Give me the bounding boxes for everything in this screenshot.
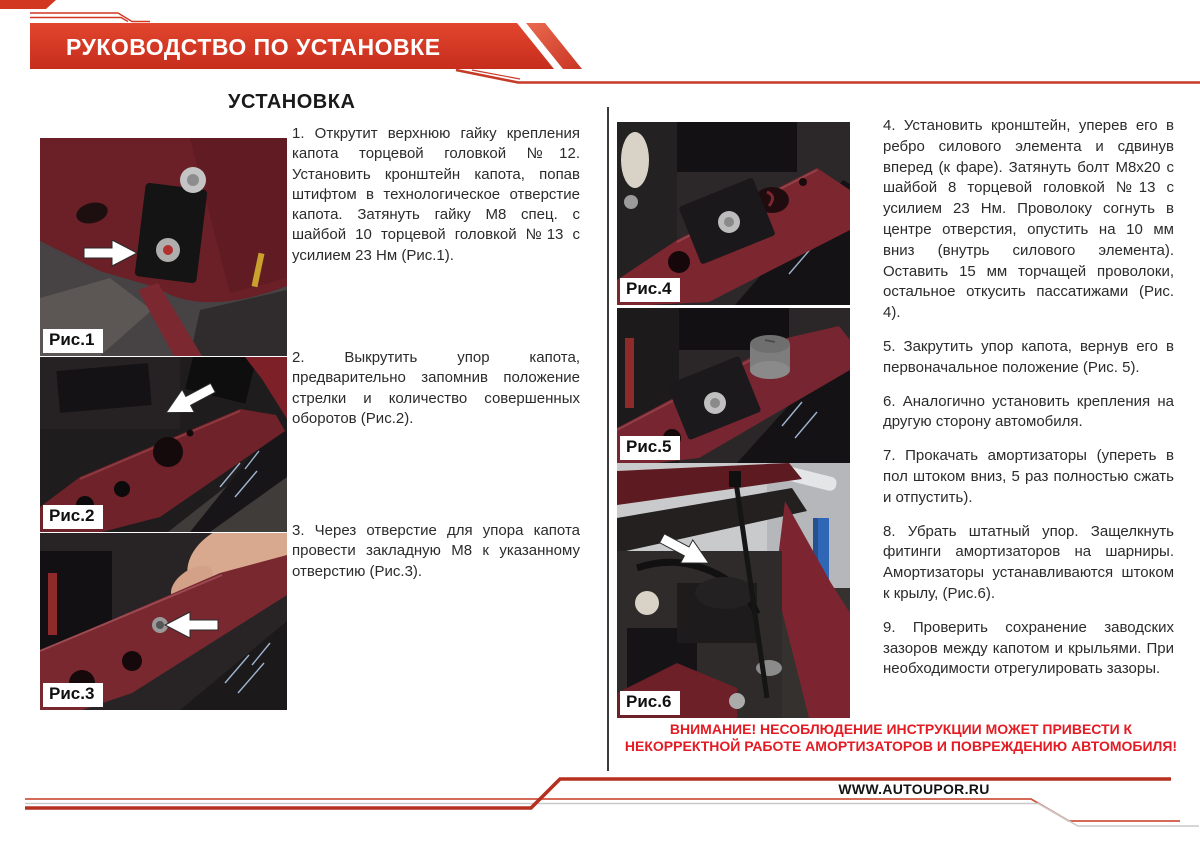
- right-steps-column: [883, 116, 1174, 693]
- figure-3: [40, 533, 287, 710]
- figure-1-label: Рис.1: [43, 329, 103, 353]
- figure-2: [40, 357, 287, 532]
- figure-4-label: Рис.4: [620, 278, 680, 302]
- figure-6-label: Рис.6: [620, 691, 680, 715]
- step-4-text: 4. Установить кронштейн, уперев его в ребро силового элемента и сдвинув вперед (к фаре). Затянуть болт М8х20 с шайбой 8 торцевой головкой №13 с усилием 23 Нм. Проволоку согнуть в центре отверстия, опустить на 10 мм вниз (внутрь силового элемента). Оставить 15 мм торчащей проволоки, остальное откусить пассатижами (Рис. 4).: [883, 117, 1174, 322]
- figure-3-label: Рис.3: [43, 683, 103, 707]
- figure-6-photo: [617, 463, 850, 718]
- section-title: УСТАНОВКА: [228, 91, 356, 113]
- figure-4: [617, 122, 850, 305]
- figure-2-label: Рис.2: [43, 505, 103, 529]
- page-title: РУКОВОДСТВО ПО УСТАНОВКЕ: [66, 34, 441, 60]
- figure-1: [40, 138, 287, 356]
- step-6-text: 6. Аналогично установить крепления на другую сторону автомобиля.: [883, 392, 1174, 431]
- column-divider: [607, 107, 609, 771]
- step-9-text: 9. Проверить сохранение заводских зазоров между капотом и крыльями. При необходимости отрегулировать зазоры.: [883, 618, 1174, 678]
- step-5-text: 5. Закрутить упор капота, вернув его в первоначальное положение (Рис. 5).: [883, 337, 1174, 376]
- step-3-text: 3. Через отверстие для упора капота провести закладную М8 к указанному отверстию (Рис.3).: [292, 522, 580, 580]
- figure-5-label: Рис.5: [620, 436, 680, 460]
- figure-6: [617, 463, 850, 718]
- warning-text: ВНИМАНИЕ! НЕСОБЛЮДЕНИЕ ИНСТРУКЦИИ МОЖЕТ ПРИВЕСТИ К НЕКОРРЕКТНОЙ РАБОТЕ АМОРТИЗАТОРОВ И ПОВРЕЖДЕНИЮ АВТОМОБИЛЯ!: [624, 721, 1178, 754]
- step-2-text: 2. Выкрутить упор капота, предварительно запомнив положение стрелки и количество совершенных оборотов (Рис.2).: [292, 349, 580, 427]
- step-1-text: 1. Открутит верхнюю гайку крепления капота торцевой головкой №12. Установить кронштейн капота, попав штифтом в технологическое отверстие капота. Затянуть гайку М8 спец. с шайбой 10 торцевой головкой №13 с усилием 23 Нм (Рис.1).: [292, 125, 580, 264]
- figure-5: [617, 308, 850, 463]
- website-url: WWW.AUTOUPOR.RU: [838, 781, 990, 797]
- step-7-text: 7. Прокачать амортизаторы (упереть в пол штоком вниз, 5 раз полностью сжать и отпустить).: [883, 447, 1174, 506]
- step-8-text: 8. Убрать штатный упор. Защелкнуть фитинги амортизаторов на шарниры. Амортизаторы устанавливаются штоком к крылу, (Рис.6).: [883, 522, 1174, 602]
- figure-1-photo: [40, 138, 287, 356]
